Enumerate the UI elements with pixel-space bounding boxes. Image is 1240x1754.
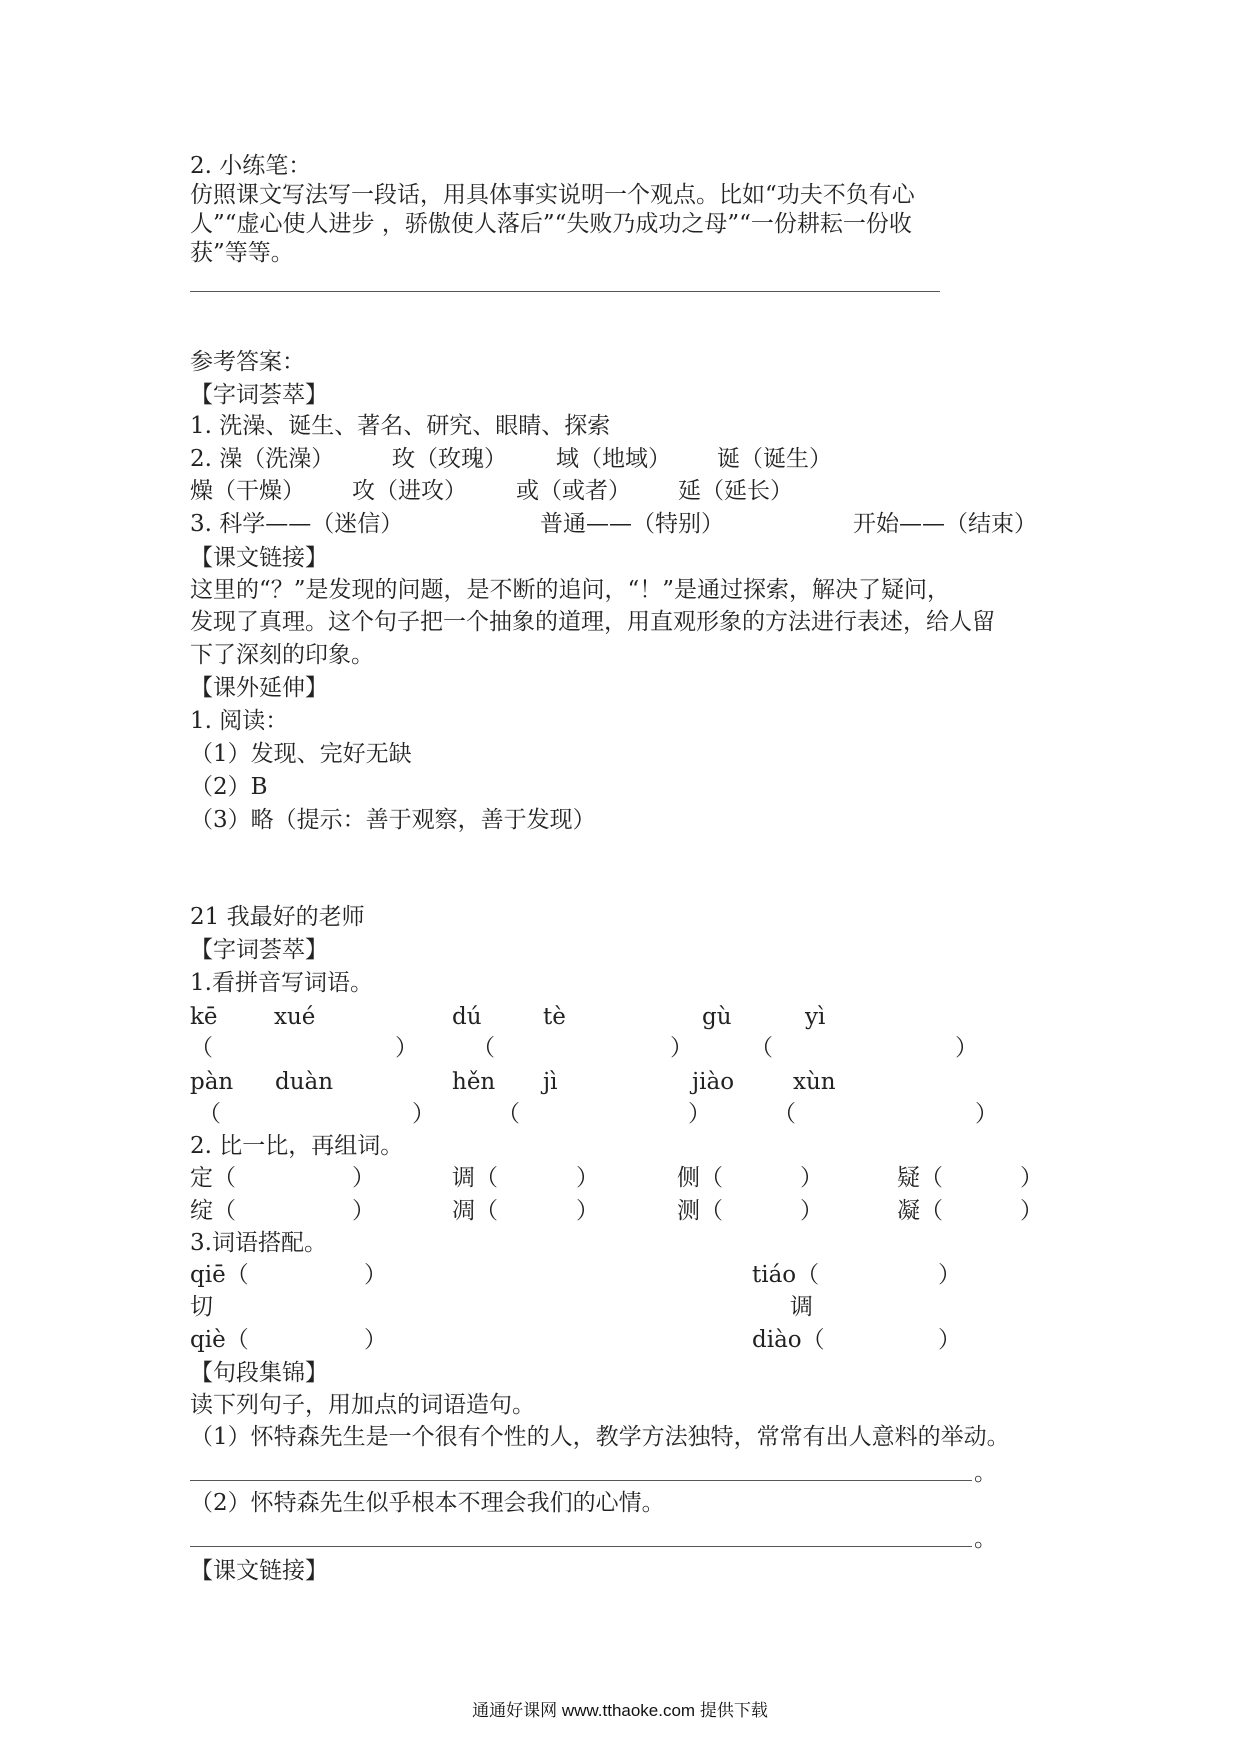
compare-char: 凋（ [452, 1198, 498, 1224]
answer-item: 开始——（结束） [853, 511, 1037, 537]
blank-close: ） [975, 1101, 998, 1127]
answer-item: 玫（玫瑰） [392, 446, 507, 472]
pinyin: tè [543, 1004, 566, 1030]
question: 2. 比一比，再组词。 [190, 1133, 404, 1159]
blank-close: ） [938, 1327, 961, 1353]
answer-item: 燥（干燥） [190, 478, 305, 504]
blank-open: （ [472, 1035, 495, 1061]
practice-heading: 2. 小练笔： [190, 153, 312, 179]
match-pinyin: qiè（ [190, 1327, 249, 1353]
pinyin: yì [805, 1004, 826, 1030]
blank-open: （ [773, 1101, 796, 1127]
answer-line-text: （2）B [190, 774, 268, 800]
blank-close: ） [670, 1035, 693, 1061]
period: 。 [974, 1526, 997, 1552]
lesson-title: 21 我最好的老师 [190, 904, 365, 930]
blank-close: ） [364, 1262, 387, 1288]
answer-item: 延（延长） [678, 478, 793, 504]
practice-text: 仿照课文写法写一段话，用具体事实说明一个观点。比如“功夫不负有心 [190, 182, 915, 208]
answer-line-text: 1. 洗澡、诞生、著名、研究、眼睛、探索 [190, 413, 611, 439]
answer-line-text: （1）发现、完好无缺 [190, 741, 412, 767]
pinyin: kē [190, 1004, 218, 1030]
pinyin: dú [452, 1004, 482, 1030]
section-title: 【课外延伸】 [190, 675, 328, 701]
answer-line-text: 1. 阅读： [190, 708, 289, 734]
section-title: 【课文链接】 [190, 1558, 328, 1584]
answer-line-text: （3）略（提示：善于观察，善于发现） [190, 807, 596, 833]
blank-close: ） [800, 1198, 823, 1224]
compare-char: 调（ [452, 1165, 498, 1191]
section-title: 【课文链接】 [190, 545, 328, 571]
answer-item: 诞（诞生） [717, 446, 832, 472]
blank-close: ） [688, 1101, 711, 1127]
practice-text: 获”等等。 [190, 240, 294, 266]
blank-close: ） [364, 1327, 387, 1353]
pinyin: jì [543, 1069, 558, 1095]
answer-paragraph: 发现了真理。这个句子把一个抽象的道理，用直观形象的方法进行表述，给人留 [190, 609, 995, 635]
blank-close: ） [1020, 1198, 1043, 1224]
blank-close: ） [1020, 1165, 1043, 1191]
match-char: 切 [190, 1294, 213, 1320]
answer-paragraph: 下了深刻的印象。 [190, 642, 374, 668]
blank-open: （ [497, 1101, 520, 1127]
answer-item: 攻（进攻） [352, 478, 467, 504]
match-pinyin: tiáo（ [752, 1262, 820, 1288]
sentence: （2）怀特森先生似乎根本不理会我们的心情。 [190, 1490, 665, 1516]
pinyin: jiào [692, 1069, 735, 1095]
pinyin: xué [274, 1004, 316, 1030]
sentence: （1）怀特森先生是一个很有个性的人，教学方法独特，常常有出人意料的举动。 [190, 1424, 1010, 1450]
match-pinyin: qiē（ [190, 1262, 249, 1288]
blank-close: ） [395, 1035, 418, 1061]
blank-close: ） [576, 1165, 599, 1191]
pinyin: duàn [275, 1069, 334, 1095]
blank-close: ） [412, 1101, 435, 1127]
match-char: 调 [790, 1294, 813, 1320]
blank-close: ） [938, 1262, 961, 1288]
compare-char: 疑（ [897, 1165, 943, 1191]
section-title: 【句段集锦】 [190, 1360, 328, 1386]
question: 3.词语搭配。 [190, 1230, 327, 1256]
answer-item: 3. 科学——（迷信） [190, 511, 404, 537]
blank-close: ） [800, 1165, 823, 1191]
answer-item: 或（或者） [516, 478, 631, 504]
answer-item: 域（地域） [556, 446, 671, 472]
pinyin: gù [702, 1004, 732, 1030]
pinyin: pàn [190, 1069, 234, 1095]
pinyin: xùn [793, 1069, 836, 1095]
compare-char: 绽（ [190, 1198, 236, 1224]
compare-char: 凝（ [897, 1198, 943, 1224]
section-title: 【字词荟萃】 [190, 937, 328, 963]
answer-paragraph: 这里的“？”是发现的问题，是不断的追问，“！”是通过探索，解决了疑问， [190, 577, 951, 603]
blank-close: ） [576, 1198, 599, 1224]
blank-open: （ [190, 1035, 213, 1061]
answer-item: 2. 澡（洗澡） [190, 446, 335, 472]
match-pinyin: diào（ [752, 1327, 825, 1353]
period: 。 [974, 1460, 997, 1486]
footer-text: 通通好课网 www.tthaoke.com 提供下载 [472, 1701, 768, 1720]
blank-open: （ [198, 1101, 221, 1127]
section-title: 【字词荟萃】 [190, 382, 328, 408]
blank-close: ） [955, 1035, 978, 1061]
compare-char: 测（ [677, 1198, 723, 1224]
blank-close: ） [352, 1165, 375, 1191]
answer-line[interactable] [190, 1480, 972, 1481]
answer-line[interactable] [190, 1546, 972, 1547]
answer-line[interactable] [190, 291, 940, 292]
pinyin: hěn [452, 1069, 496, 1095]
blank-open: （ [750, 1035, 773, 1061]
blank-close: ） [352, 1198, 375, 1224]
answer-item: 普通——（特别） [540, 511, 724, 537]
compare-char: 侧（ [677, 1165, 723, 1191]
instruction: 读下列句子，用加点的词语造句。 [190, 1392, 535, 1418]
compare-char: 定（ [190, 1165, 236, 1191]
answers-heading: 参考答案： [190, 349, 305, 375]
practice-text: 人”“虚心使人进步 ，骄傲使人落后”“失败乃成功之母”“一份耕耘一份收 [190, 211, 912, 237]
question: 1.看拼音写词语。 [190, 970, 373, 996]
